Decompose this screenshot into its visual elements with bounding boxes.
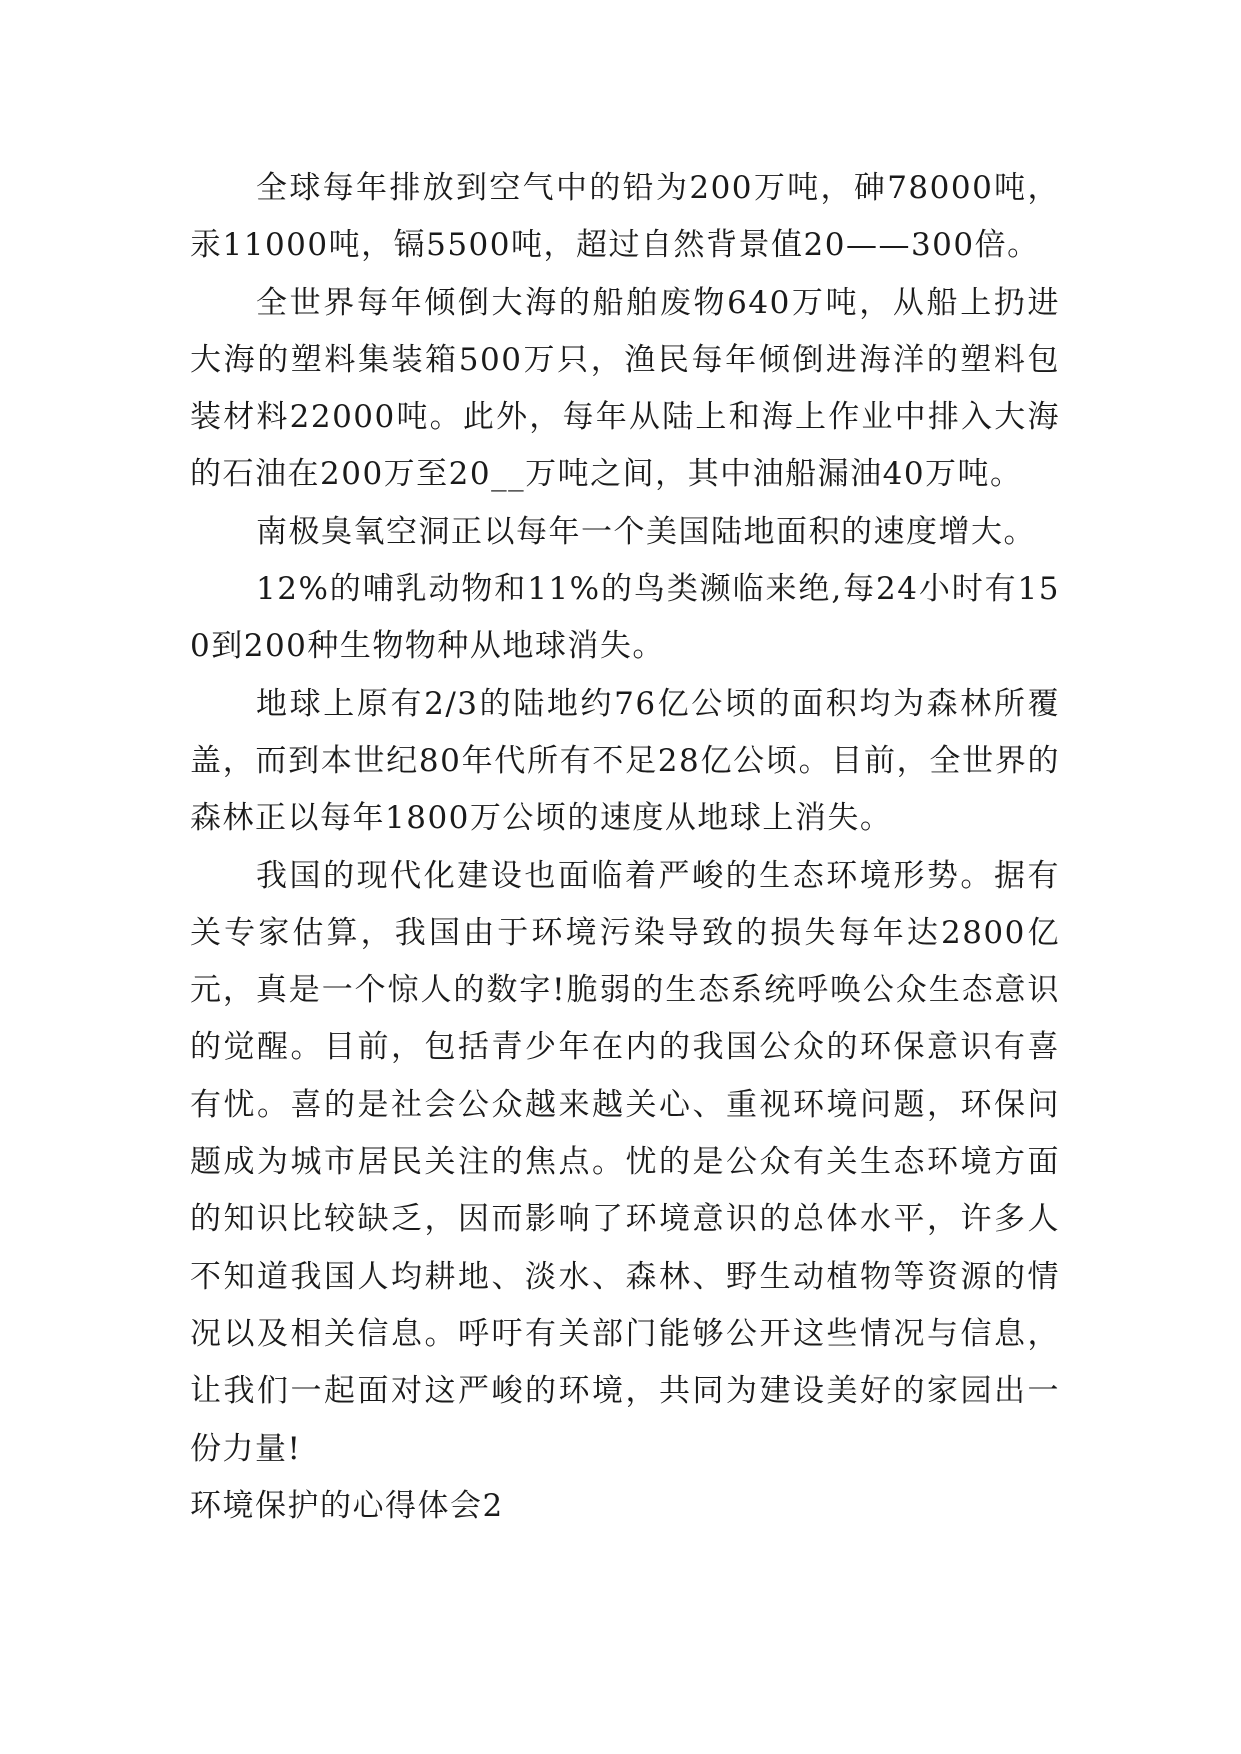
document-page bbox=[190, 160, 1060, 1535]
paragraph-forest-loss: 地球上原有2/3的陆地约76亿公顷的面积均为森林所覆盖，而到本世纪80年代所有不足28亿公顷。目前，全世界的森林正以每年1800万公顷的速度从地球上消失。 bbox=[190, 685, 1060, 837]
paragraph-species-extinction: 12%的哺乳动物和11%的鸟类濒临来绝,每24小时有150到200种生物物种从地球消失。 bbox=[190, 571, 1060, 665]
paragraph-heavy-metal-emissions: 全球每年排放到空气中的铅为200万吨，砷78000吨，汞11000吨，镉5500吨，超过自然背景值20——300倍。 bbox=[190, 170, 1060, 264]
section-heading: 环境保护的心得体会2 bbox=[190, 1487, 504, 1524]
paragraph-ozone-hole: 南极臭氧空洞正以每年一个美国陆地面积的速度增大。 bbox=[256, 513, 1036, 550]
paragraph-china-environment: 我国的现代化建设也面临着严峻的生态环境形势。据有关专家估算，我国由于环境污染导致的损失每年达2800亿元，真是一个惊人的数字!脆弱的生态系统呼唤公众生态意识的觉醒。目前，包括青少年在内的我国公众的环保意识有喜有忧。喜的是社会公众越来越关心、重视环境问题，环保问题成为城市居民关注的焦点。忧的是公众有关生态环境方面的知识比较缺乏，因而影响了环境意识的总体水平，许多人不知道我国人均耕地、淡水、森林、野生动植物等资源的情况以及相关信息。呼吁有关部门能够公开这些情况与信息，让我们一起面对这严峻的环境，共同为建设美好的家园出一份力量! bbox=[190, 857, 1060, 1467]
paragraph-ocean-pollution: 全世界每年倾倒大海的船舶废物640万吨，从船上扔进大海的塑料集装箱500万只，渔民每年倾倒进海洋的塑料包装材料22000吨。此外，每年从陆上和海上作业中排入大海的石油在200万至20__万吨之间，其中油船漏油40万吨。 bbox=[190, 284, 1060, 493]
